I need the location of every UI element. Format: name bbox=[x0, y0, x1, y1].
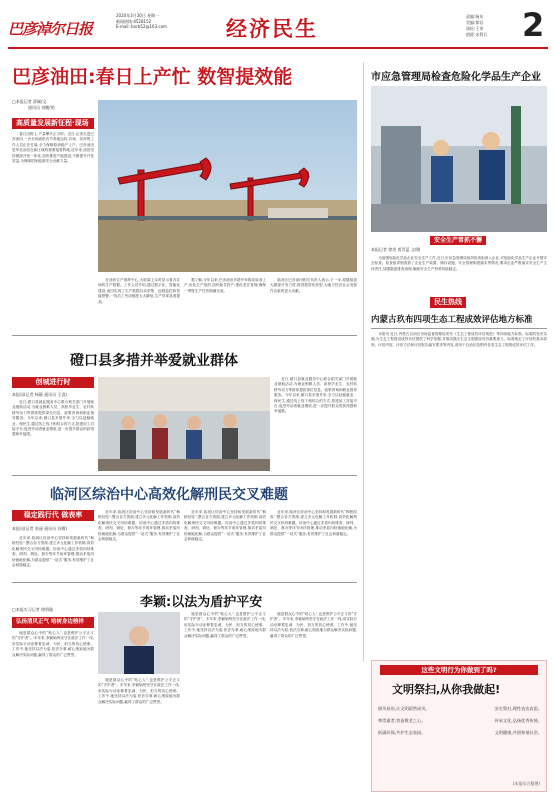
opinion-body-col1: 她是群众心中的“贴心人”,也是维护公平正义的“守护者”。多年来,李颖始终坚守在政法工作一线,用实际行动诠释着忠诚、为民、担当的初心使命。工作中,她坚持以法为盾,依法办事,耐心细致地为群众解决实际问题,赢得了群众的广泛赞誉。 bbox=[12, 631, 94, 657]
opinion-headline: 李颖:以法为盾护平安 bbox=[140, 595, 263, 610]
safety-photo bbox=[371, 86, 547, 232]
right-column-rule bbox=[363, 62, 364, 662]
ih-headline: 内蒙古玖布四项生态工程成效评估地方标准 bbox=[371, 315, 533, 325]
top-story-body-col3: 据了解,今年以来,巴彦油田多措并举推动原油上产,优化生产组织,加快新井投产,强化老井管理,确保一季度生产任务圆满完成。 bbox=[184, 278, 266, 293]
safety-byline: 本报记者 徐坦 贾青蓝 文/摄 bbox=[371, 247, 421, 252]
top-story-body-col4: 临河区巴彦油田相关负责人表示,下一步,将继续加大勘探开发力度,推进数智化转型,为地方经济社会发展作出新的更大贡献。 bbox=[270, 278, 357, 293]
linhe-tag-2: 做表率 bbox=[61, 511, 83, 519]
staff-editor: 责编:杨东 bbox=[466, 14, 484, 19]
oilfield-illustration bbox=[98, 100, 357, 272]
contact-email: E-mail: bnrb52@163.com bbox=[116, 24, 167, 29]
top-story-byline bbox=[12, 99, 55, 110]
employment-body-col2: 近日,磴口县就业服务中心联合相关部门开展就业援助活动,为就业困难人员、高校毕业生、农村转移劳动力等群体提供岗位信息、政策咨询和职业指导服务。今年以来,磴口县多措并举,全力以赴稳就业、保民生,通过线上线下相结合的方式,搭建用工对接平台,促进劳动者就业增收,进一步提升群众的获得感和幸福感。 bbox=[274, 377, 357, 414]
oilfield-photo bbox=[98, 100, 357, 272]
linhe-body-col2: 近年来,临河区综治中心坚持和发展新时代“枫桥经验”,整合各方资源,建立多元化解工作机制,高效化解刑民交叉纠纷难题。综治中心通过矛盾纠纷排查、研判、调处、督办等环节闭环管理,推动矛盾纠纷就地化解,为群众提供“一站式”服务,有效维护了社会和谐稳定。 bbox=[98, 510, 180, 542]
employment-section-tag: 创城进行时 bbox=[12, 377, 94, 388]
page-number: 2 bbox=[522, 6, 545, 44]
employment-divider bbox=[12, 335, 357, 336]
inspection-illustration bbox=[371, 86, 547, 232]
employment-photo bbox=[98, 377, 270, 471]
top-story-photo-credit: 通讯员 刘鹏/图 bbox=[28, 104, 55, 110]
promo-item bbox=[378, 703, 542, 715]
top-story-author: □本报记者 薛佩/文 bbox=[12, 99, 47, 104]
ih-body: 本报讯 近日,内蒙古自治区市场监督管理局发布《生态工程成效评估规范》等四项地方标准。标准的发布实施,为生态工程建设成效评估提供了科学依据,对推动我区生态文明建设具有重要意义。标准规定了评估的基本原则、评估内容、评估方法和评估报告编写要求等内容,适用于自治区范围内各类生态工程的成效评估工作。 bbox=[371, 332, 547, 347]
linhe-tag-1: 稳定践行代 bbox=[23, 511, 59, 519]
opinion-body-col4: 她是群众心中的“贴心人”,也是维护公平正义的“守护者”。多年来,李颖始终坚守在政法工作一线,用实际行动诠释着忠诚、为民、担当的初心使命。工作中,她坚持以法为盾,依法办事,耐心细致地为群众解决实际问题,赢得了群众的广泛赞誉。 bbox=[270, 612, 357, 638]
promo-item bbox=[378, 727, 542, 739]
employment-headline: 磴口县多措并举爱就业群体 bbox=[70, 353, 238, 369]
opinion-body-col2: 她是群众心中的“贴心人”,也是维护公平正义的“守护者”。多年来,李颖始终坚守在政法工作一线,用实际行动诠释着忠诚、为民、担当的初心使命。工作中,她坚持以法为盾,依法办事,耐心细致地为群众解决实际问题,赢得了群众的广泛赞誉。 bbox=[98, 678, 180, 704]
news-hotline: 新闻热线:4528152 bbox=[116, 18, 152, 24]
promo-item-text: 移风易俗,让文明蔚然成风。 bbox=[378, 706, 430, 711]
section-title: 经济民生 bbox=[226, 17, 318, 41]
linhe-headline: 临河区综治中心高效化解刑民交叉难题 bbox=[50, 487, 288, 503]
top-story-body-col2: 在油田生产指挥中心,大屏幕上实时显示着各井场的生产数据。工作人员介绍,通过数字化、智能化建设,油田实现了生产数据自动采集、远程监控和智能预警,一线员工劳动强度大大降低,生产效率显著提高。 bbox=[98, 278, 180, 304]
linhe-body-col1: 近年来,临河区综治中心坚持和发展新时代“枫桥经验”,整合各方资源,建立多元化解工作机制,高效化解刑民交叉纠纷难题。综治中心通过矛盾纠纷排查、研判、调处、督办等环节闭环管理,推动矛盾纠纷就地化解,为群众提供“一站式”服务,有效维护了社会和谐稳定。 bbox=[12, 536, 94, 568]
opinion-byline: □本报实习记者 徐明璇 bbox=[12, 607, 54, 612]
promo-headline: 文明祭扫,从你我做起! bbox=[392, 683, 501, 696]
staff-designer: 美编:徐岩 bbox=[466, 20, 484, 25]
employment-byline: 本报讯(记者 杨静 通讯员 王睿) bbox=[12, 392, 67, 397]
linhe-section-tag bbox=[12, 510, 94, 521]
promo-list bbox=[378, 703, 542, 739]
opinion-photo bbox=[98, 612, 180, 674]
ih-divider bbox=[371, 328, 547, 329]
promo-item-text: 文明健康,共创和谐社会。 bbox=[494, 730, 542, 735]
portrait-illustration bbox=[98, 612, 180, 674]
safety-body: 为加强危险化学品企业安全生产工作,近日,市应急管理局组织检查组深入企业,对危险化学品生产企业开展安全检查。检查组详细查看了企业生产装置、储存设施、安全管理制度落实等情况,要求企业严格落实安全生产主体责任,加强隐患排查治理,确保安全生产形势持续稳定。 bbox=[371, 256, 547, 271]
masthead bbox=[0, 0, 556, 60]
promo-item-text: 低碳环保,共护生态家园。 bbox=[378, 730, 426, 735]
linhe-body-col3: 近年来,临河区综治中心坚持和发展新时代“枫桥经验”,整合各方资源,建立多元化解工作机制,高效化解刑民交叉纠纷难题。综治中心通过矛盾纠纷排查、研判、调处、督办等环节闭环管理,推动矛盾纠纷就地化解,为群众提供“一站式”服务,有效维护了社会和谐稳定。 bbox=[184, 510, 266, 542]
opinion-divider bbox=[12, 582, 357, 583]
top-story-headline: 巴彦油田:春日上产忙 数智提效能 bbox=[12, 66, 293, 88]
issue-date-text: 2020年3月30日 星期一 bbox=[116, 13, 160, 18]
linhe-body-col4: 近年来,临河区综治中心坚持和发展新时代“枫桥经验”,整合各方资源,建立多元化解工作机制,高效化解刑民交叉纠纷难题。综治中心通过矛盾纠纷排查、研判、调处、督办等环节闭环管理,推动矛盾纠纷就地化解,为群众提供“一站式”服务,有效维护了社会和谐稳定。 bbox=[270, 510, 357, 536]
employment-body-col1: 近日,磴口县就业服务中心联合相关部门开展就业援助活动,为就业困难人员、高校毕业生、农村转移劳动力等群体提供岗位信息、政策咨询和职业指导服务。今年以来,磴口县多措并举,全力以赴稳就业、保民生,通过线上线下相结合的方式,搭建用工对接平台,促进劳动者就业增收,进一步提升群众的获得感和幸福感。 bbox=[12, 400, 94, 437]
staff-duty: 值班:宋利兵 bbox=[466, 32, 488, 37]
newspaper-logo: 巴彦淖尔日报 bbox=[8, 20, 93, 38]
promo-tag: 这些文明行为你做到了吗? bbox=[380, 665, 538, 675]
staff-qc: 质检:王荣 bbox=[466, 26, 484, 31]
top-story-section-tag: 高质量发展新征程·现场 bbox=[12, 118, 94, 129]
masthead-divider bbox=[8, 47, 548, 49]
promo-item-text: 尊崇逝者,营造敬老之心。 bbox=[378, 718, 426, 723]
ih-section-tag: 民生热线 bbox=[430, 297, 466, 308]
promo-source: (本报综合整理) bbox=[512, 781, 540, 786]
opinion-section-tag: 弘扬清风正气 培树身边榜样 bbox=[12, 617, 94, 628]
promo-item bbox=[378, 715, 542, 727]
top-story-body-col1: 春日田野上,产量攀升正当时。近日,记者走进巴彦油田,一台台抽油机有节奏地运转,井场、站库的工作人员正在忙碌,全力保障原油稳产上产。巴彦油田是华北油田在新区域的重要接替阵地,近年来,油田坚持勘探开发一体化,加快推进产能建设,不断提升开发效益,为保障国家能源安全贡献力量。 bbox=[12, 132, 94, 164]
safety-caption: 安全生产常抓不懈 bbox=[430, 236, 486, 245]
staff-credits bbox=[466, 14, 487, 38]
linhe-divider bbox=[12, 475, 357, 476]
issue-date bbox=[116, 13, 167, 30]
safety-headline: 市应急管理局检查危险化学品生产企业 bbox=[371, 72, 541, 83]
linhe-byline: 本报讯(记者 张丽 通讯员 苏娜) bbox=[12, 526, 67, 531]
opinion-body-col3: 她是群众心中的“贴心人”,也是维护公平正义的“守护者”。多年来,李颖始终坚守在政法工作一线,用实际行动诠释着忠诚、为民、担当的初心使命。工作中,她坚持以法为盾,依法办事,耐心细致地为群众解决实际问题,赢得了群众的广泛赞誉。 bbox=[184, 612, 266, 638]
job-fair-illustration bbox=[98, 377, 270, 471]
promo-item-text: 传承文化,弘扬优秀传统。 bbox=[494, 718, 542, 723]
promo-item-text: 安全祭扫,理性表达哀思。 bbox=[494, 706, 542, 711]
promo-box bbox=[371, 660, 547, 792]
